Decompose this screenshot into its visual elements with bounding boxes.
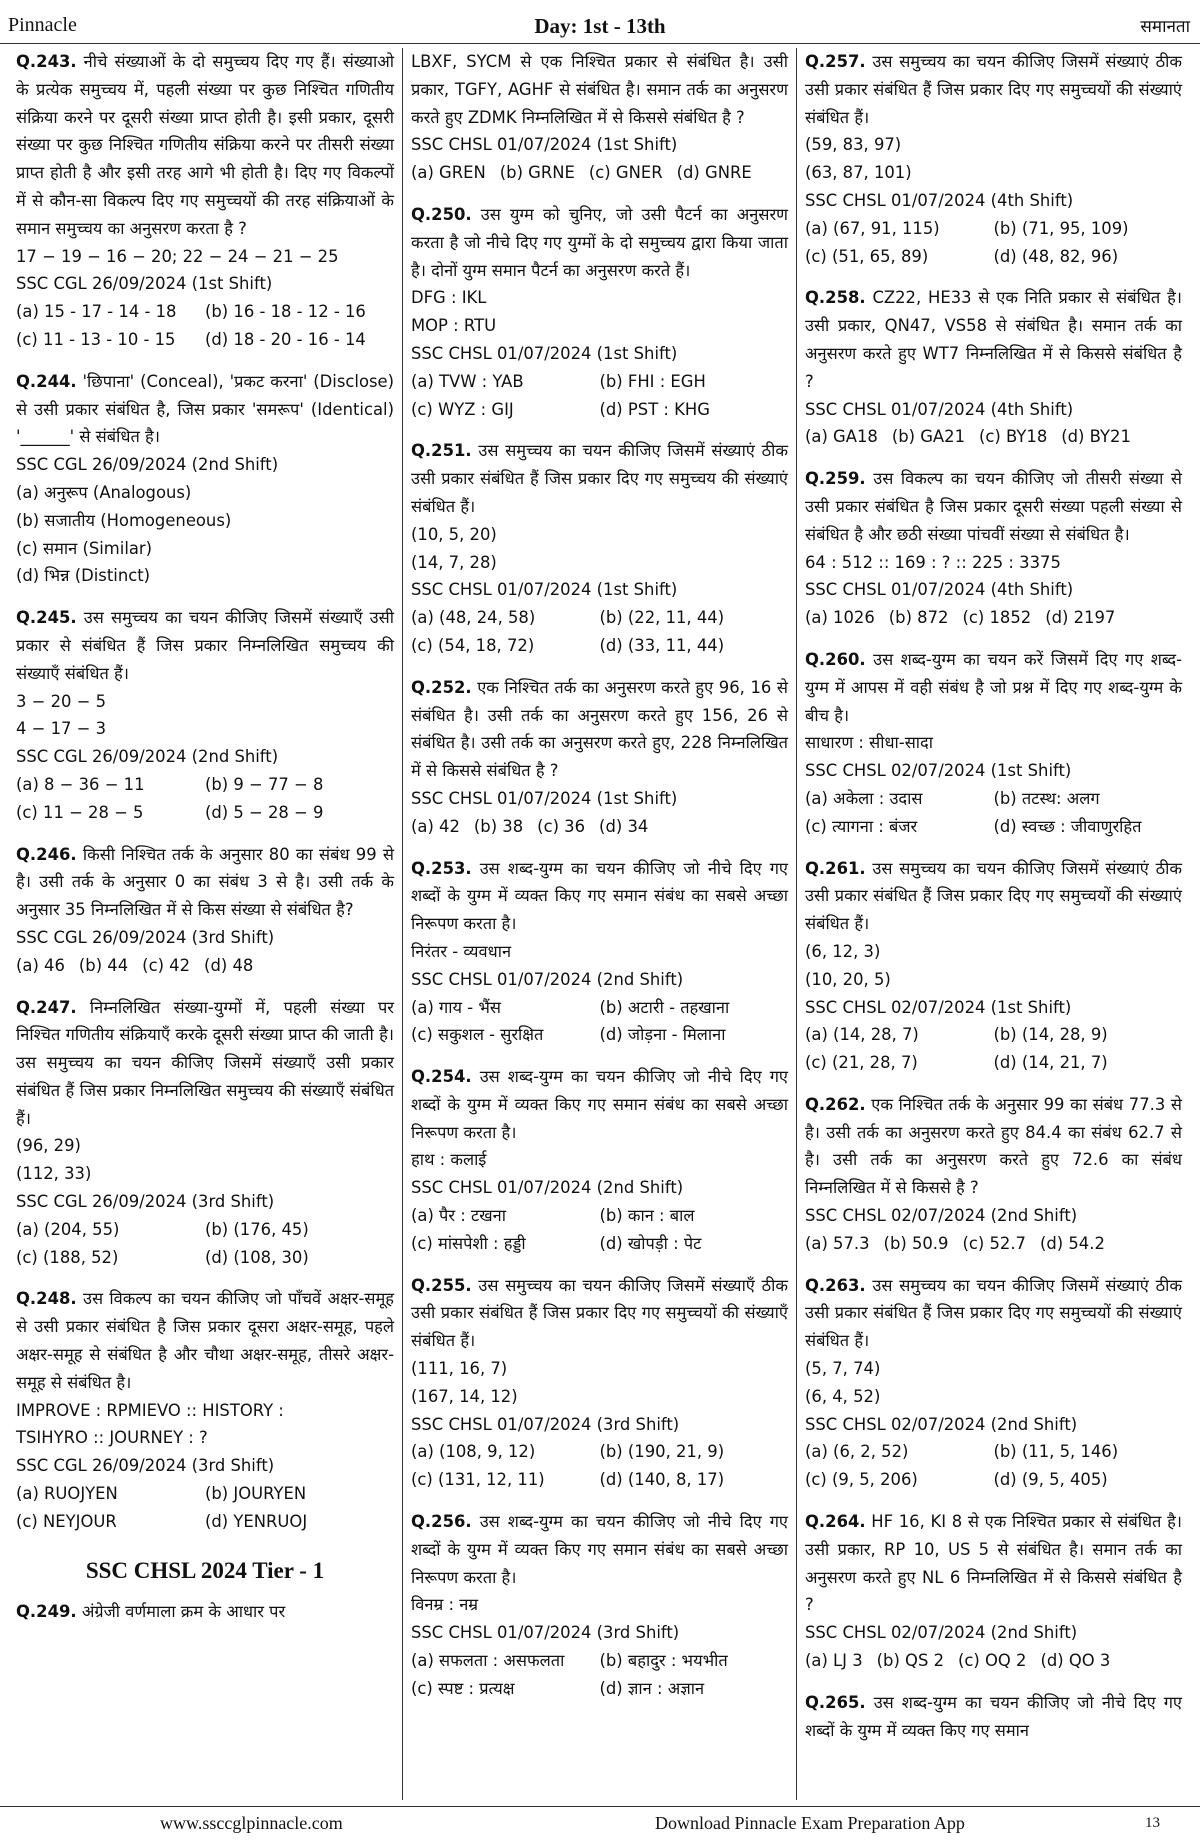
options-list (16, 1480, 394, 1536)
question-number: Q.254. (411, 1067, 472, 1087)
option-d[interactable]: (d) BY21 (1061, 427, 1131, 447)
question-text: उस समुच्चय का चयन कीजिए जिसमें संख्याएँ उसी प्रकार से संबंधित हैं जिस प्रकार निम्नलिखित समुच्चय की संख्याएँ संबंधित हैं। (16, 608, 394, 683)
option-d[interactable]: (d) YENRUOJ (205, 1511, 308, 1531)
option-c[interactable]: (c) (54, 18, 72) (411, 635, 535, 655)
question-data-line: 17 − 19 − 16 − 20; 22 − 24 − 21 − 25 (16, 246, 339, 266)
question-text-block (411, 1272, 788, 1355)
question-text: उस विकल्प का चयन कीजिए जो पाँचवें अक्षर-समूह से उसी प्रकार संबंधित है जिस प्रकार दूसरा अक्षर-समूह, पहले अक्षर-समूह से संबंधित है और चौथा अक्षर-समूह, तीसरे अक्षर-समूह से संबंधित है। (16, 1289, 394, 1392)
question-block (16, 604, 394, 826)
options-list (805, 785, 1182, 841)
question-number: Q.252. (411, 677, 472, 697)
option-a[interactable]: (a) (14, 28, 7) (805, 1025, 919, 1045)
question-block (16, 994, 394, 1272)
question-text: 'छिपाना' (Conceal), 'प्रकट करना' (Disclose) से उसी प्रकार संबंधित है, जिस प्रकार 'समरूप' (Identical) '______' से संबंधित है। (16, 371, 394, 447)
exam-source: SSC CHSL 01/07/2024 (4th Shift) (805, 190, 1074, 210)
option-c[interactable]: (c) 1852 (962, 608, 1032, 628)
option-c[interactable]: (c) NEYJOUR (16, 1511, 117, 1531)
question-block (411, 1508, 788, 1703)
question-text: उस समुच्चय का चयन कीजिए जिसमें संख्याएं ठीक उसी प्रकार संबंधित हैं जिस प्रकार दिए गए समुच्चय की संख्याएं संबंधित हैं। (411, 441, 788, 516)
options-list (411, 813, 788, 841)
exam-source: SSC CHSL 01/07/2024 (3rd Shift) (411, 1414, 680, 1434)
question-text-block (411, 1508, 788, 1591)
option-b[interactable]: (b) 872 (888, 608, 949, 628)
options-list (411, 368, 788, 424)
option-c[interactable]: (c) 52.7 (962, 1233, 1026, 1253)
option-d[interactable]: (d) (33, 11, 44) (599, 635, 725, 655)
option-d[interactable]: (d) भिन्न (Distinct) (16, 566, 151, 586)
question-number: Q.243. (16, 52, 77, 71)
question-block (805, 1508, 1182, 1675)
question-text-block (805, 855, 1182, 938)
options-list (411, 994, 788, 1050)
question-text: उस शब्द-युग्म का चयन करें जिसमें दिए गए शब्द-युग्म में आपस में वही संबंध है जो प्रश्न में दिए गए शब्द-युग्म के बीच है। (805, 649, 1183, 725)
option-d[interactable]: (d) जोड़ना - मिलाना (599, 1025, 726, 1045)
question-block (411, 201, 788, 423)
question-number: Q.253. (411, 858, 472, 878)
options-list (805, 423, 1182, 451)
options-list (16, 771, 394, 827)
question-data-line: 4 − 17 − 3 (16, 719, 107, 739)
question-text: उस विकल्प का चयन कीजिए जो तीसरी संख्या से उसी प्रकार संबंधित है जिस प्रकार दूसरी संख्या पहली संख्या से संबंधित है और छठी संख्या पांचवीं संख्या से संबंधित है। (805, 469, 1183, 544)
question-data-line: (10, 20, 5) (805, 969, 891, 989)
exam-source: SSC CHSL 01/07/2024 (1st Shift) (411, 135, 678, 155)
topic-label: समानता (1140, 17, 1190, 37)
question-data-line: TSIHYRO :: JOURNEY : ? (16, 1428, 208, 1448)
website-link[interactable]: www.ssccglpinnacle.com (160, 1813, 343, 1833)
option-c[interactable]: (c) WYZ : GIJ (411, 399, 514, 419)
option-b[interactable]: (b) JOURYEN (205, 1484, 307, 1504)
page-footer (0, 1806, 1200, 1840)
app-promo: Download Pinnacle Exam Preparation App (655, 1813, 965, 1833)
question-text: उस युग्म को चुनिए, जो उसी पैटर्न का अनुसरण करता है जो नीचे दिए गए युग्मों के दो समुच्चय द्वारा किया जाता है। दोनों युग्म समान पैटर्न का अनुसरण करते हैं। (411, 204, 788, 280)
option-b[interactable]: (b) (11, 5, 146) (993, 1442, 1119, 1462)
option-c[interactable]: (c) BY18 (979, 427, 1048, 447)
question-number: Q.251. (411, 441, 472, 461)
section-heading: SSC CHSL 2024 Tier - 1 (85, 1557, 325, 1583)
question-number: Q.246. (16, 844, 77, 864)
exam-source: SSC CHSL 01/07/2024 (4th Shift) (805, 580, 1074, 600)
option-a[interactable]: (a) अनुरूप (Analogous) (16, 482, 192, 502)
option-a[interactable]: (a) 57.3 (805, 1233, 870, 1253)
option-c[interactable]: (c) 36 (537, 816, 586, 836)
question-number: Q.263. (805, 1275, 866, 1295)
question-text-block (16, 1285, 394, 1396)
question-text-block (411, 1063, 788, 1146)
question-block (16, 1285, 394, 1535)
question-text-block (411, 855, 788, 938)
option-b[interactable]: (b) (176, 45) (205, 1219, 309, 1239)
option-a[interactable]: (a) GREN (411, 163, 486, 183)
option-d[interactable]: (d) (14, 21, 7) (993, 1053, 1108, 1073)
option-a[interactable]: (a) सफलता : असफलता (411, 1651, 565, 1671)
option-b[interactable]: (b) QS 2 (876, 1651, 945, 1671)
question-text-block (16, 841, 394, 924)
question-number: Q.248. (16, 1289, 77, 1309)
question-number: Q.258. (805, 288, 866, 308)
question-text-block (411, 437, 788, 520)
question-block (411, 437, 788, 659)
option-d[interactable]: (d) GNRE (676, 163, 752, 183)
question-text-block (16, 1598, 394, 1626)
exam-source: SSC CGL 26/09/2024 (1st Shift) (16, 274, 273, 294)
brand-name: Pinnacle (8, 14, 77, 36)
question-data-line: (63, 87, 101) (805, 163, 912, 183)
question-text-block (805, 1091, 1182, 1202)
option-b[interactable]: (b) 44 (78, 955, 129, 975)
option-b[interactable]: (b) (22, 11, 44) (599, 608, 725, 628)
question-data-line: 3 − 20 − 5 (16, 691, 107, 711)
question-text: किसी निश्चित तर्क के अनुसार 80 का संबंध 99 से है। उसी तर्क के अनुसार 0 का संबंध 3 से है। उसी तर्क के अनुसार 35 निम्नलिखित में से किस संख्या से संबंधित है? (16, 844, 394, 920)
option-d[interactable]: (d) खोपड़ी : पेट (599, 1233, 702, 1253)
page-header (0, 0, 1200, 44)
question-text: LBXF, SYCM से एक निश्चित प्रकार से संबंधित है। उसी प्रकार, TGFY, AGHF से संबंधित है। समान तर्क का अनुसरण करते हुए ZDMK निम्नलिखित में से किससे संबंधित है ? (411, 52, 788, 127)
exam-source: SSC CHSL 01/07/2024 (1st Shift) (411, 343, 678, 363)
question-number: Q.257. (805, 52, 866, 71)
question-text: नीचे संख्याओं के दो समुच्चय दिए गए हैं। संख्याओ के प्रत्येक समुच्चय में, पहली संख्या पर कुछ निश्चित गणितीय संक्रिया करने पर दूसरी संख्या प्राप्त होती है। इसी प्रकार, दूसरी संख्या पर कुछ निश्चित गणितीय संक्रिया करने पर तीसरी संख्या प्राप्त होती है और इसी तरह आगे भी होती है। दिए गए विकल्पों में से कौन-सा विकल्प दिए गए समुच्चयों की तरह संक्रियाओं के समान समुच्चय का अनुसरण करता है ? (16, 52, 394, 238)
option-d[interactable]: (d) स्वच्छ : जीवाणुरहित (993, 816, 1142, 836)
option-c[interactable]: (c) त्यागना : बंजर (805, 816, 918, 836)
question-text: उस समुच्चय का चयन कीजिए जिसमें संख्याएं ठीक उसी प्रकार संबंधित हैं जिस प्रकार दिए गए समुच्चयों की संख्याएं संबंधित हैं। (805, 858, 1182, 934)
options-list (411, 159, 788, 187)
options-list (805, 1647, 1182, 1675)
exam-source: SSC CGL 26/09/2024 (3rd Shift) (16, 1192, 275, 1212)
options-list (805, 604, 1182, 632)
question-data-line: निरंतर - व्यवधान (411, 941, 512, 961)
options-list (411, 1647, 788, 1703)
option-a[interactable]: (a) GA18 (805, 427, 878, 447)
question-data-line: हाथ : कलाई (411, 1150, 487, 1170)
question-number: Q.261. (805, 858, 866, 878)
question-text-block (16, 368, 394, 451)
option-b[interactable]: (b) कान : बाल (599, 1206, 695, 1226)
exam-source: SSC CHSL 01/07/2024 (3rd Shift) (411, 1623, 680, 1643)
option-c[interactable]: (c) (188, 52) (16, 1247, 119, 1267)
option-c[interactable]: (c) (9, 5, 206) (805, 1470, 918, 1490)
option-d[interactable]: (d) 18 - 20 - 16 - 14 (205, 329, 366, 349)
option-a[interactable]: (a) गाय - भैंस (411, 997, 501, 1017)
option-c[interactable]: (c) 11 - 13 - 10 - 15 (16, 329, 176, 349)
question-text-block (411, 674, 788, 785)
option-a[interactable]: (a) TVW : YAB (411, 371, 524, 391)
exam-source: SSC CHSL 02/07/2024 (1st Shift) (805, 997, 1072, 1017)
exam-source: SSC CHSL 01/07/2024 (1st Shift) (411, 580, 678, 600)
page-number: 13 (1145, 1815, 1160, 1831)
option-c[interactable]: (c) (131, 12, 11) (411, 1470, 545, 1490)
question-number: Q.262. (805, 1094, 866, 1114)
exam-source: SSC CHSL 01/07/2024 (2nd Shift) (411, 1178, 684, 1198)
question-number: Q.250. (411, 204, 472, 224)
option-c[interactable]: (c) सकुशल - सुरक्षित (411, 1025, 544, 1045)
question-block (805, 646, 1182, 841)
option-a[interactable]: (a) अकेला : उदास (805, 788, 923, 808)
question-text: उस समुच्चय का चयन कीजिए जिसमें संख्याएँ ठीक उसी प्रकार संबंधित हैं जिस प्रकार दिए गए समुच्चयों की संख्याएँ संबंधित हैं। (411, 1275, 788, 1351)
question-data-line: साधारण : सीधा-सादा (805, 733, 933, 753)
options-list (805, 1230, 1182, 1258)
question-text: उस शब्द-युग्म का चयन कीजिए जो नीचे दिए गए शब्दों के युग्म में व्यक्त किए गए समान संबंध का सबसे अच्छा निरूपण करता है। (411, 858, 788, 934)
question-columns (8, 48, 1192, 1800)
option-d[interactable]: (d) (9, 5, 405) (993, 1470, 1108, 1490)
option-d[interactable]: (d) PST : KHG (599, 399, 710, 419)
question-data-line: (6, 4, 52) (805, 1386, 881, 1406)
option-c[interactable]: (c) मांसपेशी : हड्डी (411, 1233, 526, 1253)
question-number: Q.244. (16, 371, 77, 391)
question-data-line: (111, 16, 7) (411, 1359, 508, 1379)
question-data-line: (14, 7, 28) (411, 552, 497, 572)
question-text-block (805, 646, 1182, 729)
option-a[interactable]: (a) RUOJYEN (16, 1484, 118, 1504)
question-text-block (16, 604, 394, 687)
exam-source: SSC CHSL 01/07/2024 (2nd Shift) (411, 969, 684, 989)
option-a[interactable]: (a) (108, 9, 12) (411, 1442, 536, 1462)
exam-source: SSC CHSL 02/07/2024 (2nd Shift) (805, 1414, 1078, 1434)
question-block (805, 48, 1182, 270)
question-number: Q.260. (805, 649, 866, 669)
options-list (411, 604, 788, 660)
question-block (805, 1272, 1182, 1494)
option-b[interactable]: (b) तटस्थ: अलग (993, 788, 1100, 808)
option-b[interactable]: (b) 16 - 18 - 12 - 16 (205, 302, 366, 322)
options-list (411, 1438, 788, 1494)
option-b[interactable]: (b) GA21 (891, 427, 966, 447)
question-block (16, 368, 394, 590)
option-b[interactable]: (b) अटारी - तहखाना (599, 997, 730, 1017)
question-data-line: (59, 83, 97) (805, 135, 902, 155)
options-list (411, 1202, 788, 1258)
option-a[interactable]: (a) LJ 3 (805, 1651, 863, 1671)
question-text-block (805, 1272, 1182, 1355)
question-block (16, 48, 394, 354)
question-data-line: 64 : 512 :: 169 : ? :: 225 : 3375 (805, 552, 1061, 572)
option-a[interactable]: (a) 8 − 36 − 11 (16, 774, 145, 794)
question-data-line: (6, 12, 3) (805, 941, 881, 961)
question-text-block (16, 48, 394, 243)
option-a[interactable]: (a) 1026 (805, 608, 875, 628)
option-b[interactable]: (b) सजातीय (Homogeneous) (16, 510, 232, 530)
question-number: Q.256. (411, 1512, 472, 1532)
question-block (411, 855, 788, 1050)
question-text: CZ22, HE33 से एक निति प्रकार से संबंधित है। उसी प्रकार, QN47, VS58 से संबंधित है। समान तर्क का अनुसरण करते हुए WT7 निम्नलिखित में से किससे संबंधित है ? (805, 288, 1182, 391)
option-c[interactable]: (c) GNER (588, 163, 663, 183)
options-list (16, 1216, 394, 1272)
question-data-line: MOP : RTU (411, 316, 497, 336)
question-number: Q.255. (411, 1275, 472, 1295)
options-list (805, 1438, 1182, 1494)
option-d[interactable]: (d) (48, 82, 96) (993, 246, 1119, 266)
question-block (411, 1063, 788, 1258)
option-b[interactable]: (b) 50.9 (883, 1233, 949, 1253)
question-data-line: (167, 14, 12) (411, 1386, 518, 1406)
exam-source: SSC CGL 26/09/2024 (3rd Shift) (16, 1456, 275, 1476)
question-block (805, 284, 1182, 451)
question-block-partial (16, 1598, 394, 1626)
options-list (805, 215, 1182, 271)
question-data-line: (96, 29) (16, 1136, 81, 1156)
option-a[interactable]: (a) 42 (411, 816, 460, 836)
exam-source: SSC CHSL 02/07/2024 (2nd Shift) (805, 1206, 1078, 1226)
question-data-line: (10, 5, 20) (411, 524, 497, 544)
exam-source: SSC CHSL 02/07/2024 (1st Shift) (805, 761, 1072, 781)
option-a[interactable]: (a) 46 (16, 955, 65, 975)
option-d[interactable]: (d) 2197 (1045, 608, 1116, 628)
column-2 (402, 48, 796, 1800)
question-text-block (805, 48, 1182, 131)
option-b[interactable]: (b) (71, 95, 109) (993, 218, 1129, 238)
question-text-block (805, 284, 1182, 395)
option-d[interactable]: (d) ज्ञान : अज्ञान (599, 1678, 705, 1698)
question-data-line: (112, 33) (16, 1164, 92, 1184)
option-a[interactable]: (a) (67, 91, 115) (805, 218, 940, 238)
options-list (16, 952, 394, 980)
option-b[interactable]: (b) FHI : EGH (599, 371, 706, 391)
question-block (411, 1272, 788, 1494)
question-text: उस शब्द-युग्म का चयन कीजिए जो नीचे दिए गए शब्दों के युग्म में व्यक्त किए गए समान संबंध का सबसे अच्छा निरूपण करता है। (411, 1512, 788, 1587)
option-a[interactable]: (a) (48, 24, 58) (411, 608, 536, 628)
option-c[interactable]: (c) (21, 28, 7) (805, 1053, 918, 1073)
question-text: निम्नलिखित संख्या-युग्मों में, पहली संख्या पर निश्चित गणितीय संक्रियाएँ करके दूसरी संख्या प्राप्त की जाती है। उस समुच्चय का चयन कीजिए जिसमें संख्याएँ उसी प्रकार संबंधित हैं जिस प्रकार निम्नलिखित समुच्चय की संख्याएँ संबंधित हैं। (16, 997, 394, 1128)
question-block-partial (805, 1689, 1182, 1745)
question-number: Q.247. (16, 997, 77, 1017)
question-text: उस शब्द-युग्म का चयन कीजिए जो नीचे दिए गए शब्दों के युग्म में व्यक्त किए गए समान संबंध का सबसे अच्छा निरूपण करता है। (411, 1067, 788, 1142)
question-text-block (411, 201, 788, 284)
question-text: उस शब्द-युग्म का चयन कीजिए जो नीचे दिए गए शब्दों के युग्म में व्यक्त किए गए समान (805, 1692, 1182, 1740)
column-3 (796, 48, 1190, 1800)
question-block (411, 674, 788, 841)
option-c[interactable]: (c) 42 (142, 955, 191, 975)
exam-source: SSC CHSL 02/07/2024 (2nd Shift) (805, 1623, 1078, 1643)
question-number: Q.259. (805, 469, 866, 489)
question-block (805, 855, 1182, 1077)
option-d[interactable]: (d) 54.2 (1039, 1233, 1105, 1253)
question-text: HF 16, KI 8 से एक निश्चित प्रकार से संबंधित है। उसी प्रकार, RP 10, US 5 से संबंधित है। समान तर्क का अनुसरण करते हुए NL 6 निम्नलिखित में से किससे संबंधित है ? (805, 1512, 1182, 1615)
option-a[interactable]: (a) (6, 2, 52) (805, 1442, 909, 1462)
question-text: उस समुच्चय का चयन कीजिए जिसमें संख्याएं ठीक उसी प्रकार संबंधित हैं जिस प्रकार दिए गए समुच्चयों की संख्याएं संबंधित हैं। (805, 52, 1182, 127)
exam-source: SSC CGL 26/09/2024 (2nd Shift) (16, 747, 279, 767)
exam-source: SSC CGL 26/09/2024 (2nd Shift) (16, 455, 279, 475)
option-d[interactable]: (d) 34 (599, 816, 649, 836)
option-c[interactable]: (c) (51, 65, 89) (805, 246, 929, 266)
option-b[interactable]: (b) 9 − 77 − 8 (205, 774, 324, 794)
option-d[interactable]: (d) (108, 30) (205, 1247, 309, 1267)
question-text-block (16, 994, 394, 1133)
question-text-block (805, 465, 1182, 548)
options-list (805, 1021, 1182, 1077)
question-data-line: (5, 7, 74) (805, 1359, 881, 1379)
question-data-line: IMPROVE : RPMIEVO :: HISTORY : (16, 1400, 284, 1420)
question-text-block (805, 1689, 1182, 1745)
question-text: उस समुच्चय का चयन कीजिए जिसमें संख्याएं ठीक उसी प्रकार संबंधित हैं जिस प्रकार दिए गए समुच्चयों की संख्याएं संबंधित हैं। (805, 1275, 1182, 1351)
option-d[interactable]: (d) 48 (204, 955, 254, 975)
question-text: अंग्रेजी वर्णमाला क्रम के आधार पर (81, 1601, 286, 1621)
question-block (411, 48, 788, 187)
option-c[interactable]: (c) 11 − 28 − 5 (16, 802, 144, 822)
question-number: Q.249. (16, 1601, 77, 1621)
question-block (16, 841, 394, 980)
option-d[interactable]: (d) 5 − 28 − 9 (205, 802, 324, 822)
question-number: Q.265. (805, 1692, 866, 1712)
option-c[interactable]: (c) समान (Similar) (16, 538, 153, 558)
option-b[interactable]: (b) 38 (473, 816, 524, 836)
exam-source: SSC CGL 26/09/2024 (3rd Shift) (16, 927, 275, 947)
question-text-block (805, 1508, 1182, 1619)
question-text-block (411, 48, 788, 131)
option-b[interactable]: (b) (190, 21, 9) (599, 1442, 725, 1462)
question-number: Q.264. (805, 1512, 866, 1532)
options-list (16, 298, 394, 354)
page-title: Day: 1st - 13th (534, 14, 666, 38)
option-a[interactable]: (a) (204, 55) (16, 1219, 120, 1239)
question-number: Q.245. (16, 608, 77, 628)
question-block (805, 465, 1182, 632)
option-d[interactable]: (d) QO 3 (1040, 1651, 1111, 1671)
options-list (16, 479, 394, 590)
option-c[interactable]: (c) OQ 2 (958, 1651, 1027, 1671)
exam-source: SSC CHSL 01/07/2024 (4th Shift) (805, 399, 1074, 419)
option-d[interactable]: (d) (140, 8, 17) (599, 1470, 725, 1490)
question-data-line: विनम्र : नम्र (411, 1595, 479, 1615)
option-b[interactable]: (b) बहादुर : भयभीत (599, 1651, 728, 1671)
option-a[interactable]: (a) 15 - 17 - 14 - 18 (16, 302, 177, 322)
question-block (805, 1091, 1182, 1258)
exam-source: SSC CHSL 01/07/2024 (1st Shift) (411, 788, 678, 808)
option-b[interactable]: (b) (14, 28, 9) (993, 1025, 1108, 1045)
option-b[interactable]: (b) GRNE (499, 163, 575, 183)
option-c[interactable]: (c) स्पष्ट : प्रत्यक्ष (411, 1678, 515, 1698)
question-data-line: DFG : IKL (411, 288, 487, 308)
column-1 (8, 48, 402, 1800)
option-a[interactable]: (a) पैर : टखना (411, 1206, 507, 1226)
question-text: एक निश्चित तर्क के अनुसार 99 का संबंध 77.3 से है। उसी तर्क का अनुसरण करते हुए 84.4 का संबंध 62.7 से है। उसी तर्क का अनुसरण करते हुए 72.6 का संबंध निम्नलिखित में से किससे है ? (805, 1094, 1182, 1198)
question-text: एक निश्चित तर्क का अनुसरण करते हुए 96, 16 से संबंधित है। उसी तर्क का अनुसरण करते हुए 156, 26 से संबंधित है। उसी तर्क का अनुसरण करते हुए, 228 निम्नलिखित में से किससे संबंधित है ? (411, 677, 788, 781)
